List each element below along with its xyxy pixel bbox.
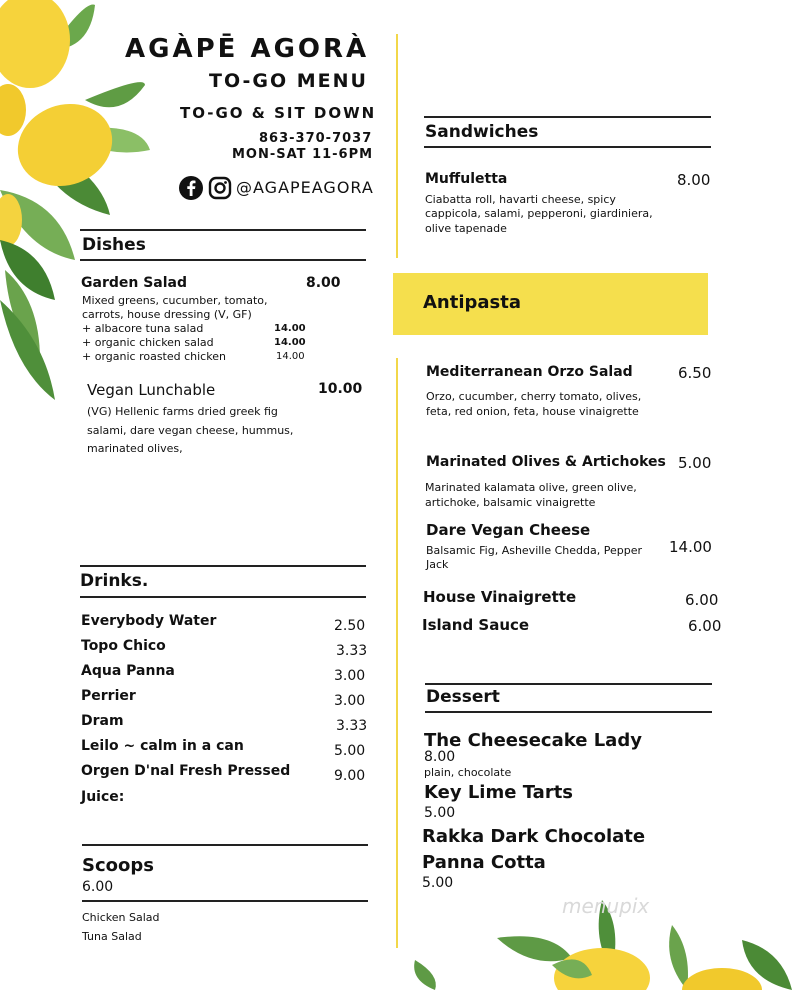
addon-label: + albacore tuna salad: [82, 322, 204, 335]
muffuletta-desc-3: olive tapenade: [425, 222, 507, 235]
antipasta-heading: Antipasta: [423, 292, 522, 313]
muffuletta-desc-1: Ciabatta roll, havarti cheese, spicy: [425, 193, 616, 206]
house-vinaigrette-price: 6.00: [685, 591, 719, 609]
rakka-price: 5.00: [422, 875, 454, 891]
garden-salad-desc-1: Mixed greens, cucumber, tomato,: [82, 294, 268, 307]
cheesecake-name: The Cheesecake Lady: [424, 730, 642, 751]
dessert-heading: Dessert: [426, 687, 500, 707]
orzo-salad-desc-2: feta, red onion, feta, house vinaigrette: [426, 405, 639, 418]
drink-price: 3.33: [336, 718, 368, 734]
dishes-bottom-rule: [80, 259, 366, 261]
addon-label: + organic roasted chicken: [82, 350, 226, 363]
addon-label: + organic chicken salad: [82, 336, 214, 349]
dare-cheese-price: 14.00: [669, 538, 712, 556]
column-divider-bottom: [396, 358, 398, 948]
dare-cheese-desc-2: Jack: [426, 558, 449, 571]
island-sauce-name: Island Sauce: [422, 616, 530, 634]
watermark: menupix: [562, 894, 650, 918]
muffuletta-name: Muffuletta: [425, 171, 508, 187]
scoops-top-rule: [82, 844, 368, 846]
instagram-icon[interactable]: [208, 176, 232, 200]
drink-price: 9.00: [334, 768, 366, 784]
garden-salad-desc-2: carrots, house dressing (V, GF): [82, 308, 252, 321]
dare-cheese-name: Dare Vegan Cheese: [426, 521, 591, 539]
scoop-item: Tuna Salad: [82, 930, 142, 943]
dessert-bottom-rule: [425, 711, 712, 713]
drinks-bottom-rule: [80, 596, 366, 598]
scoops-price: 6.00: [82, 879, 114, 895]
garden-salad-price: 8.00: [306, 275, 341, 291]
island-sauce-price: 6.00: [688, 617, 722, 635]
olives-price: 5.00: [678, 454, 712, 472]
drink-name-continued: Juice:: [81, 789, 125, 805]
cheesecake-price: 8.00: [424, 749, 456, 765]
dishes-heading: Dishes: [82, 235, 146, 255]
vegan-lunchable-name: Vegan Lunchable: [87, 381, 216, 399]
olives-name: Marinated Olives & Artichokes: [426, 454, 666, 470]
drink-name: Leilo ~ calm in a can: [81, 738, 244, 754]
drinks-top-rule: [80, 565, 366, 567]
drink-name: Orgen D'nal Fresh Pressed: [81, 763, 291, 779]
drink-price: 5.00: [334, 743, 366, 759]
phone-number: 863-370-7037: [259, 131, 373, 146]
vegan-lunchable-desc-3: marinated olives,: [87, 442, 183, 455]
drink-name: Dram: [81, 713, 124, 729]
addon-price: 14.00: [274, 337, 306, 348]
olives-desc-2: artichoke, balsamic vinaigrette: [425, 496, 596, 509]
drink-name: Topo Chico: [81, 638, 166, 654]
sandwiches-top-rule: [424, 116, 711, 118]
sandwiches-bottom-rule: [424, 146, 711, 148]
social-handle[interactable]: @AGAPEAGORA: [236, 178, 374, 197]
drink-name: Aqua Panna: [81, 663, 175, 679]
addon-price: 14.00: [274, 323, 306, 334]
menu-subtitle: TO-GO MENU: [209, 70, 368, 92]
opening-hours: MON-SAT 11-6PM: [232, 147, 374, 162]
orzo-salad-name: Mediterranean Orzo Salad: [426, 364, 633, 380]
key-lime-name: Key Lime Tarts: [424, 782, 574, 803]
drink-name: Perrier: [81, 688, 136, 704]
drink-price: 3.00: [334, 668, 366, 684]
scoop-item: Chicken Salad: [82, 911, 160, 924]
house-vinaigrette-name: House Vinaigrette: [423, 588, 577, 606]
scoops-bottom-rule: [82, 900, 368, 902]
column-divider-top: [396, 34, 398, 258]
olives-desc-1: Marinated kalamata olive, green olive,: [425, 481, 637, 494]
drink-price: 3.00: [334, 693, 366, 709]
brand-name: AGÀPĒ AGORÀ: [125, 34, 370, 64]
rakka-name-line-2: Panna Cotta: [422, 852, 546, 873]
drinks-heading: Drinks.: [80, 571, 149, 591]
vegan-lunchable-desc-1: (VG) Hellenic farms dried greek fig: [87, 405, 278, 418]
muffuletta-price: 8.00: [677, 171, 711, 189]
garden-salad-name: Garden Salad: [81, 275, 187, 291]
key-lime-price: 5.00: [424, 805, 456, 821]
orzo-salad-desc-1: Orzo, cucumber, cherry tomato, olives,: [426, 390, 642, 403]
dessert-top-rule: [425, 683, 712, 685]
dare-cheese-desc-1: Balsamic Fig, Asheville Chedda, Pepper: [426, 544, 643, 557]
drink-name: Everybody Water: [81, 613, 217, 629]
drink-price: 2.50: [334, 618, 366, 634]
facebook-icon[interactable]: [179, 176, 203, 200]
rakka-name-line-1: Rakka Dark Chocolate: [422, 826, 646, 847]
sandwiches-heading: Sandwiches: [425, 122, 539, 142]
scoops-heading: Scoops: [82, 855, 154, 876]
drink-price: 3.33: [336, 643, 368, 659]
vegan-lunchable-desc-2: salami, dare vegan cheese, hummus,: [87, 424, 294, 437]
addon-price: 14.00: [276, 351, 305, 362]
cheesecake-desc: plain, chocolate: [424, 766, 512, 779]
service-type: TO-GO & SIT DOWN: [180, 104, 377, 122]
lemon-leaves-bottom-left: [405, 950, 485, 990]
dishes-top-rule: [80, 229, 366, 231]
vegan-lunchable-price: 10.00: [318, 381, 363, 397]
muffuletta-desc-2: cappicola, salami, pepperoni, giardiniera,: [425, 207, 653, 220]
orzo-salad-price: 6.50: [678, 364, 712, 382]
